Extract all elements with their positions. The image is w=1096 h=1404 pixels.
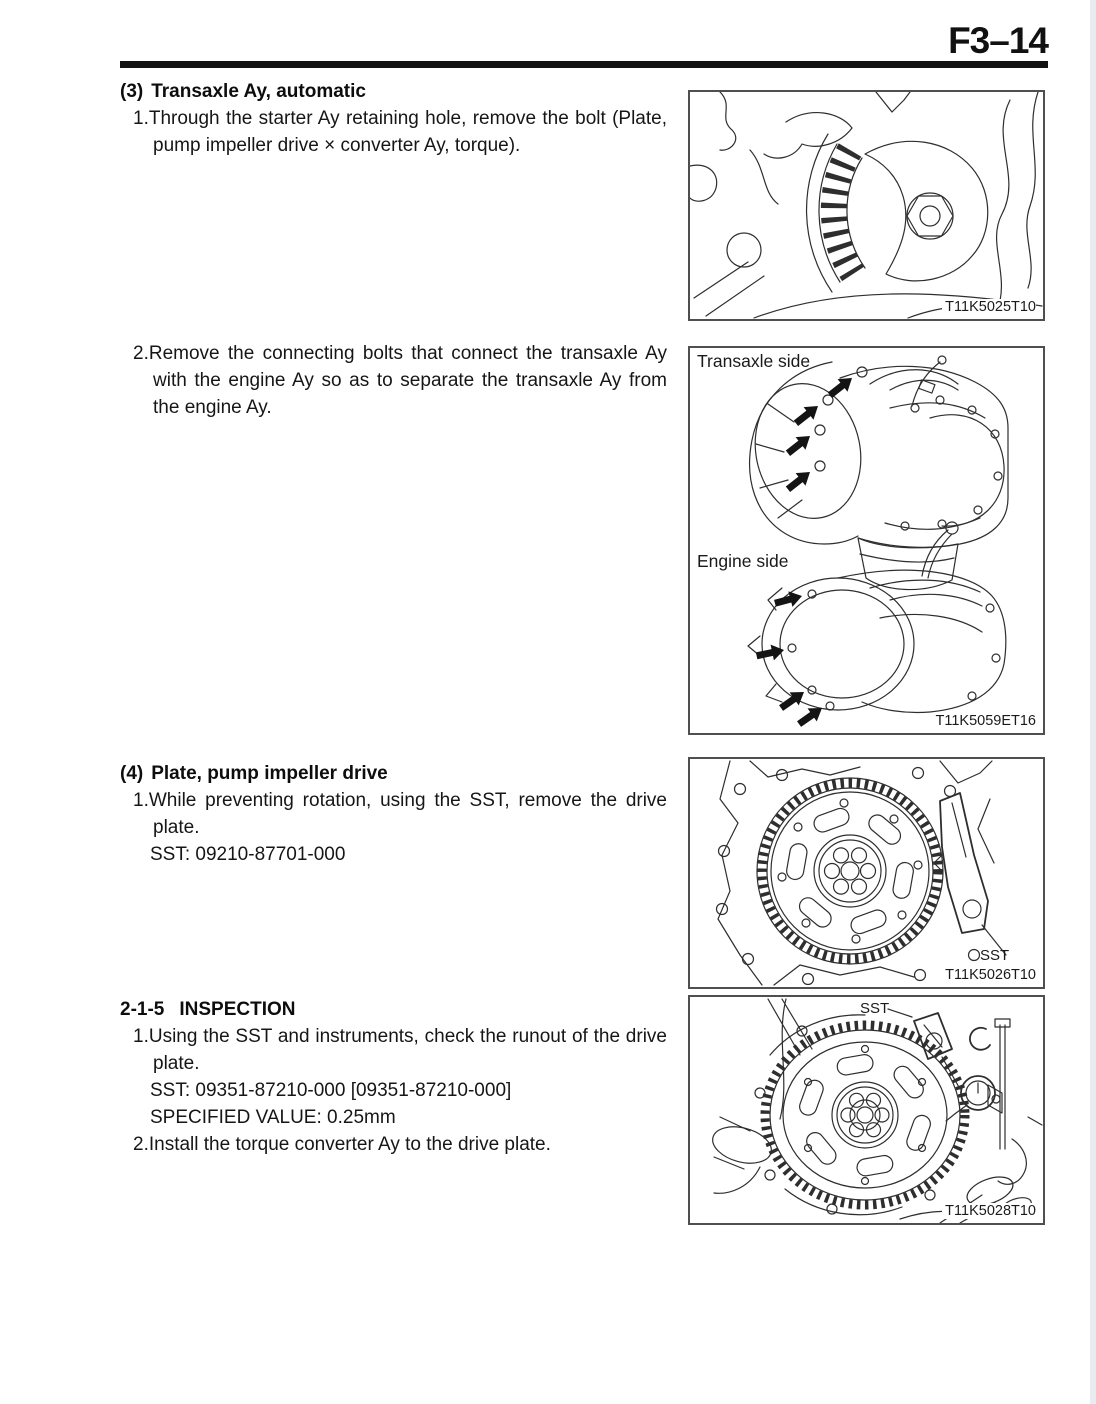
figure-runout-inspection [688, 995, 1045, 1225]
figure-label-engine-side: Engine side [697, 551, 789, 571]
section-number: (3) [120, 81, 144, 102]
header-rule [120, 61, 1048, 68]
figure-code: T11K5026T10 [942, 967, 1036, 983]
step-text: 2.Remove the connecting bolts that connect the transaxle Ay with the engine Ay so as to separate the transaxle Ay from the engine Ay. [133, 343, 667, 418]
figure-drive-plate-removal [688, 757, 1045, 989]
section-transaxle [120, 78, 667, 159]
figure-label-transaxle-side: Transaxle side [697, 351, 811, 371]
section-transaxle-step2 [120, 340, 667, 421]
sst-label: SST [860, 1000, 890, 1017]
figure-starter-hole [688, 90, 1045, 321]
page-number: F3–14 [948, 20, 1048, 61]
section-plate [120, 760, 667, 868]
section-plate-heading [120, 760, 667, 787]
figure-code: T11K5025T10 [942, 299, 1036, 315]
section-title: Transaxle Ay, automatic [151, 81, 366, 102]
step-text: 1.Using the SST and instruments, check the runout of the drive plate. [133, 1026, 667, 1074]
sst-reference: SST: 09351-87210-000 [09351-87210-000] [150, 1080, 512, 1101]
section-transaxle-heading [120, 78, 667, 105]
section-title: INSPECTION [179, 999, 296, 1020]
sst-label: SST [980, 947, 1010, 964]
figure-code: T11K5028T10 [942, 1203, 1036, 1219]
figure-separation-bolts [688, 346, 1045, 735]
figure-code: T11K5059ET16 [933, 713, 1037, 729]
section-number: 2-1-5 [120, 999, 165, 1020]
step-text: 1.Through the starter Ay retaining hole, remove the bolt (Plate, pump impeller drive × converter Ay, torque). [133, 108, 667, 156]
section-number: (4) [120, 763, 144, 784]
section-title: Plate, pump impeller drive [151, 763, 388, 784]
section-inspection [120, 996, 667, 1158]
transaxle-engine-illustration [690, 348, 1043, 733]
step-text: 1.While preventing rotation, using the SST, remove the drive plate. [133, 790, 667, 838]
sst-reference: SST: 09210-87701-000 [150, 844, 346, 865]
ring-gear-closeup-illustration [690, 92, 1043, 319]
section-inspection-heading [120, 996, 667, 1023]
runout-check-illustration [690, 997, 1043, 1223]
step-text: 2.Install the torque converter Ay to the drive plate. [133, 1134, 551, 1155]
specified-value: SPECIFIED VALUE: 0.25mm [150, 1107, 396, 1128]
